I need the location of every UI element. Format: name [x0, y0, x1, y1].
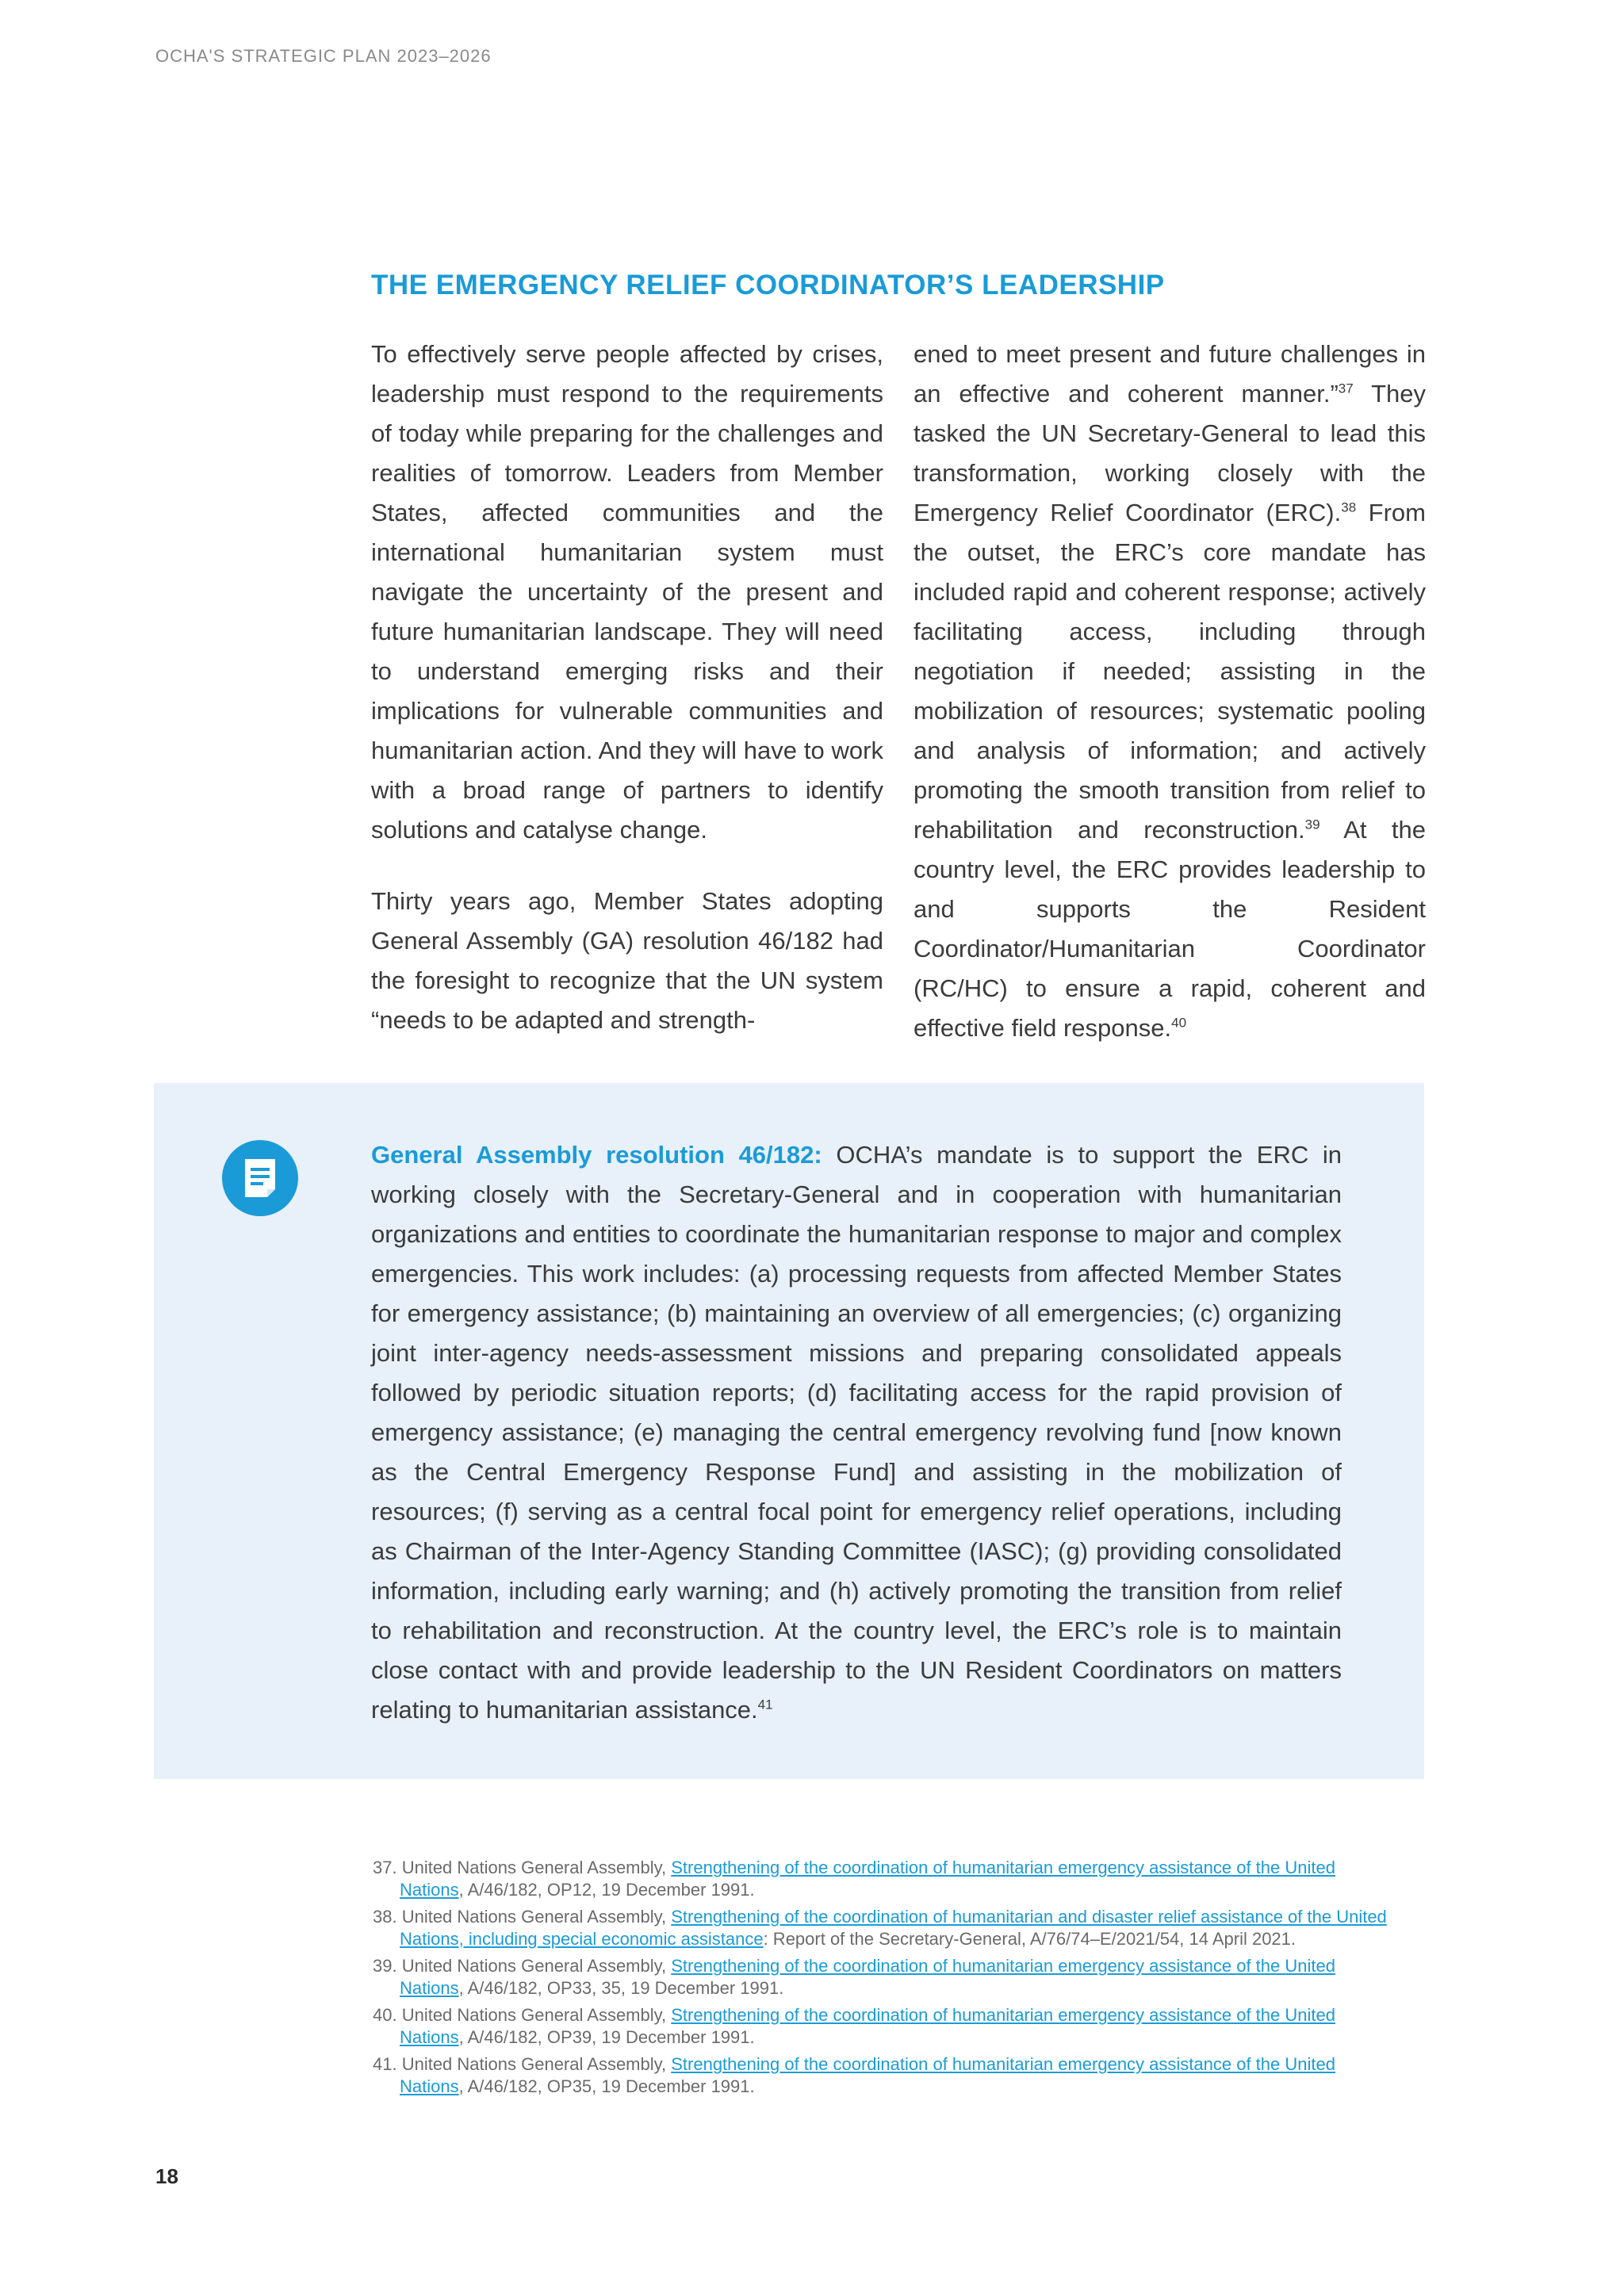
footnote-ref-38[interactable]: 38: [1341, 499, 1357, 515]
body-text: They tasked the UN Secretary-General to lead this transformation, working closely with the Emergency Relief Coordinator (ERC).: [914, 380, 1426, 526]
callout-lead: General Assembly resolution 46/182:: [371, 1141, 822, 1169]
footnote-link[interactable]: Strengthening of the coordination of humanitarian emergency assistance of the United Nations: [400, 2054, 1335, 2096]
footnote-link[interactable]: Strengthening of the coordination of humanitarian and disaster relief assistance of the United Nations, including special economic assistance: [400, 1907, 1387, 1949]
footnote-41: [373, 2053, 1404, 2098]
footnote-ref-41[interactable]: 41: [757, 1697, 773, 1712]
document-icon: [222, 1140, 298, 1216]
callout-body: OCHA’s mandate is to support the ERC in working closely with the Secretary-General and in cooperation with humanitarian organizations and entities to coordinate the humanitarian response to major and complex emergencies. This work includes: (a) processing requests from affected Member States for emergency assistance; (b) maintaining an overview of all emergencies; (c) organizing joint inter-agency needs-assessment missions and preparing consolidated appeals followed by periodic situation reports; (d) facilitating access for the rapid provision of emergency assistance; (e) managing the central emergency revolving fund [now known as the Central Emergency Response Fund] and assisting in the mobilization of resources; (f) serving as a central focal point for emergency relief operations, including as Chairman of the Inter-Agency Standing Committee (IASC); (g) providing consolidated information, including early warning; and (h) actively promoting the transition from relief to rehabilitation and reconstruction. At the country level, the ERC’s role is to maintain close contact with and provide leadership to the UN Resident Coordinators on matters relating to humanitarian assistance.: [371, 1141, 1342, 1724]
footnote-link[interactable]: Strengthening of the coordination of humanitarian emergency assistance of the United Nations: [400, 1858, 1335, 1900]
footnote-link[interactable]: Strengthening of the coordination of humanitarian emergency assistance of the United Nations: [400, 1956, 1335, 1998]
footnote-39: [373, 1955, 1404, 1999]
footnote-suffix: , A/46/182, OP33, 35, 19 December 1991.: [458, 1978, 784, 1998]
footnote-38: [373, 1906, 1404, 1950]
body-columns: [371, 335, 1426, 1048]
running-header: OCHA'S STRATEGIC PLAN 2023–2026: [155, 46, 492, 66]
body-text: At the country level, the ERC provides leadership to and supports the Resident Coordinator/Humanitarian Coordinator (RC/HC) to ensure a rapid, coherent and effective field response.: [914, 816, 1426, 1042]
body-paragraph: Thirty years ago, Member States adopting General Assembly (GA) resolution 46/182 had the foresight to recognize that the UN system “needs to be adapted and strength-: [371, 887, 883, 1034]
footnote-ref-37[interactable]: 37: [1338, 381, 1354, 396]
body-text: ened to meet present and future challenges in an effective and coherent manner.”: [914, 340, 1426, 408]
section-title: THE EMERGENCY RELIEF COORDINATOR’S LEADERSHIP: [371, 270, 1165, 300]
footnote-suffix: , A/46/182, OP35, 19 December 1991.: [458, 2076, 755, 2096]
footnote-ref-39[interactable]: 39: [1304, 817, 1320, 832]
callout-text: [371, 1135, 1342, 1730]
body-paragraph: To effectively serve people affected by crises, leadership must respond to the requirements of today while preparing for the challenges and realities of tomorrow. Leaders from Member States, affected communities and the international humanitarian system must navigate the uncertainty of the present and future humanitarian landscape. They will need to understand emerging risks and their implications for vulnerable communities and humanitarian action. And they will have to work with a broad range of partners to identify solutions and catalyse change.: [371, 340, 883, 844]
body-text: From the outset, the ERC’s core mandate has included rapid and coherent response; actively facilitating access, including through negotiation if needed; assisting in the mobilization of resources; systematic pooling and analysis of information; and actively promoting the smooth transition from relief to rehabilitation and reconstruction.: [914, 499, 1426, 844]
footnote-ref-40[interactable]: 40: [1171, 1015, 1187, 1031]
callout-box: [154, 1083, 1424, 1779]
body-column-right: [914, 335, 1426, 1048]
footnote-prefix: 39. United Nations General Assembly,: [373, 1956, 672, 1976]
footnote-37: [373, 1857, 1404, 1901]
footnote-link[interactable]: Strengthening of the coordination of humanitarian emergency assistance of the United Nations: [400, 2005, 1335, 2047]
footnote-prefix: 41. United Nations General Assembly,: [373, 2054, 672, 2074]
footnote-40: [373, 2004, 1404, 2049]
footnote-suffix: , A/46/182, OP12, 19 December 1991.: [458, 1880, 755, 1900]
body-column-left: [371, 335, 883, 1048]
footnote-prefix: 38. United Nations General Assembly,: [373, 1907, 672, 1927]
body-paragraph: [914, 335, 1426, 1048]
footnote-prefix: 37. United Nations General Assembly,: [373, 1858, 672, 1877]
footnote-prefix: 40. United Nations General Assembly,: [373, 2005, 672, 2025]
footnote-suffix: , A/46/182, OP39, 19 December 1991.: [458, 2027, 755, 2047]
footnote-suffix: : Report of the Secretary-General, A/76/74–E/2021/54, 14 April 2021.: [763, 1929, 1297, 1949]
footnotes: [373, 1857, 1404, 2103]
page-number: 18: [155, 2164, 178, 2188]
